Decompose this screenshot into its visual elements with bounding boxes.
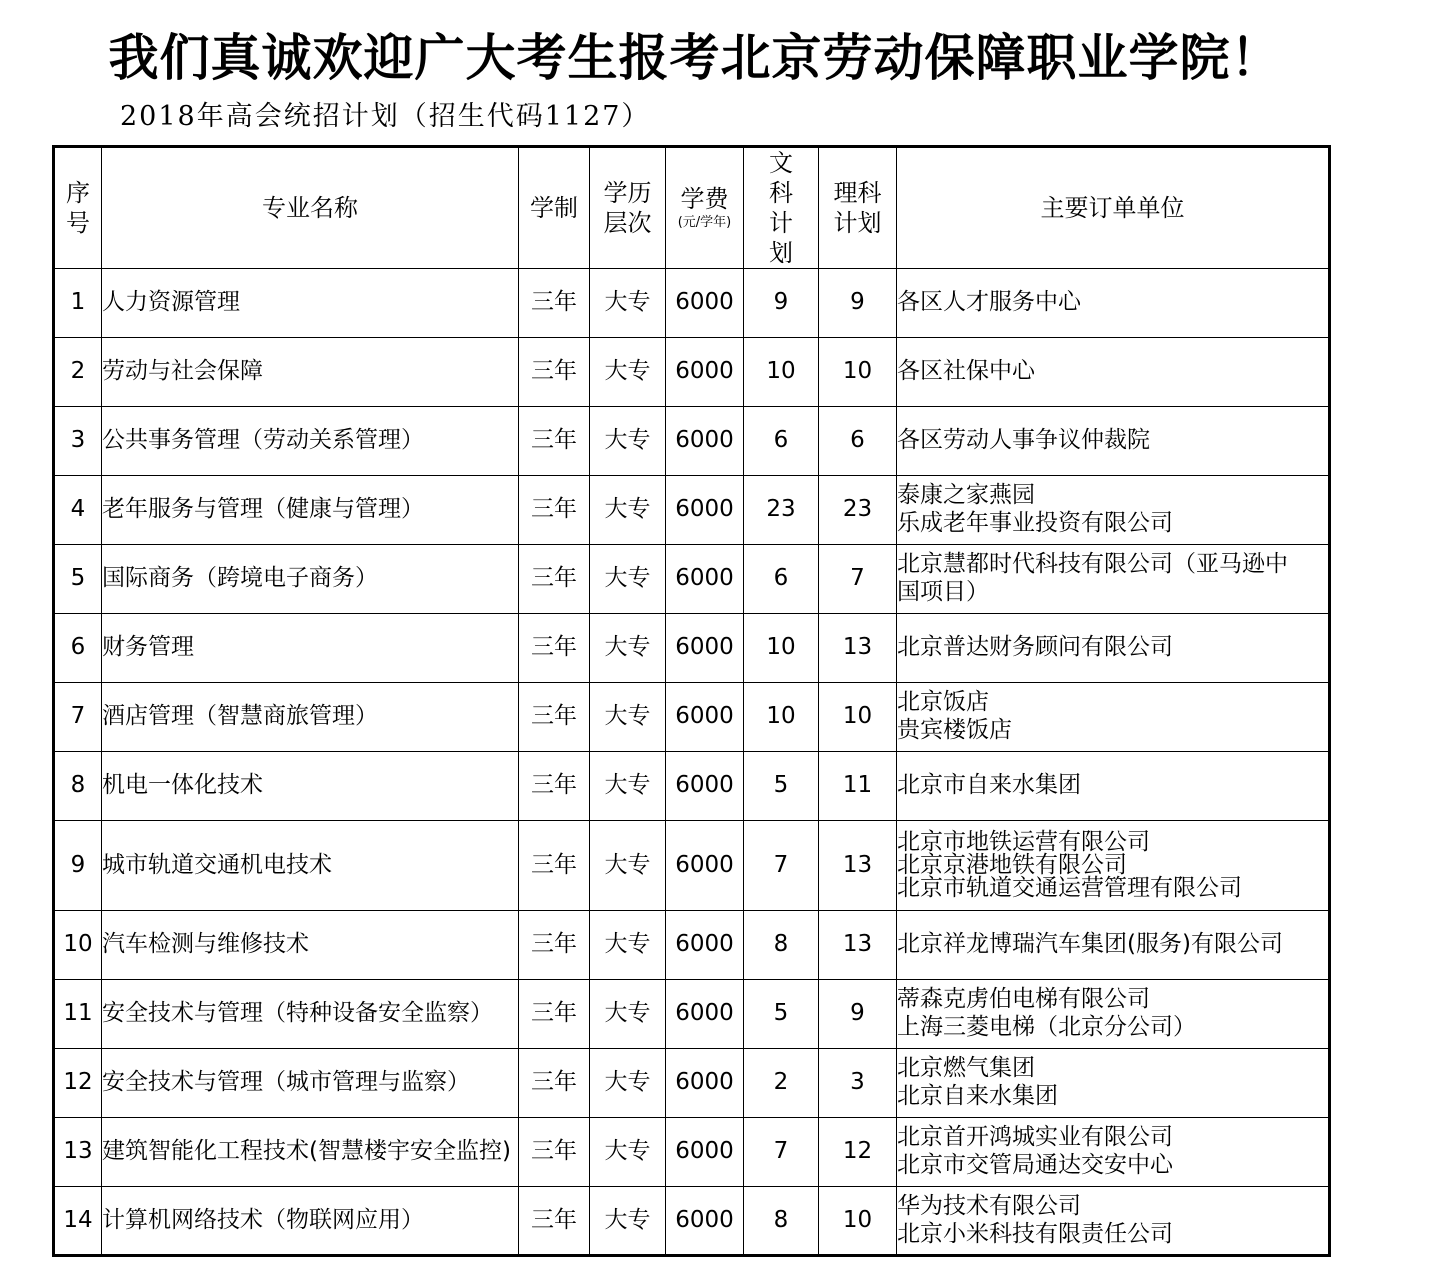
cell-level: 大专 xyxy=(590,269,666,338)
order-unit-line: 北京市地铁运营有限公司 xyxy=(897,829,1150,855)
cell-science-plan: 10 xyxy=(819,1187,897,1256)
cell-major: 财务管理 xyxy=(102,614,519,683)
cell-major: 老年服务与管理（健康与管理） xyxy=(102,476,519,545)
cell-order-units xyxy=(897,1118,1330,1187)
cell-seq: 2 xyxy=(54,338,102,407)
order-unit-line: 北京慧都时代科技有限公司（亚马逊中 xyxy=(897,551,1288,578)
cell-order-units xyxy=(897,752,1330,821)
cell-level: 大专 xyxy=(590,614,666,683)
cell-science-plan: 7 xyxy=(819,545,897,614)
cell-level: 大专 xyxy=(590,338,666,407)
cell-major: 公共事务管理（劳动关系管理） xyxy=(102,407,519,476)
cell-seq: 11 xyxy=(54,980,102,1049)
cell-level: 大专 xyxy=(590,683,666,752)
cell-major: 安全技术与管理（特种设备安全监察） xyxy=(102,980,519,1049)
order-unit-line: 北京市轨道交通运营管理有限公司 xyxy=(897,875,1242,901)
cell-duration: 三年 xyxy=(519,752,590,821)
cell-order-units xyxy=(897,407,1330,476)
order-unit-line: 蒂森克虏伯电梯有限公司 xyxy=(897,986,1150,1013)
order-unit-line: 北京自来水集团 xyxy=(897,1083,1058,1109)
cell-fee: 6000 xyxy=(666,752,744,821)
cell-arts-plan: 8 xyxy=(744,1187,819,1256)
cell-level: 大专 xyxy=(590,476,666,545)
cell-science-plan: 11 xyxy=(819,752,897,821)
cell-arts-plan: 9 xyxy=(744,269,819,338)
header-fee-label: 学费 xyxy=(680,184,729,213)
cell-level: 大专 xyxy=(590,407,666,476)
order-unit-line: 各区人才服务中心 xyxy=(897,289,1081,316)
cell-fee: 6000 xyxy=(666,407,744,476)
table-row xyxy=(54,1118,1330,1187)
cell-major: 城市轨道交通机电技术 xyxy=(102,821,519,911)
cell-seq: 5 xyxy=(54,545,102,614)
cell-duration: 三年 xyxy=(519,1187,590,1256)
cell-order-units xyxy=(897,545,1330,614)
order-unit-line: 贵宾楼饭店 xyxy=(897,717,1012,743)
order-unit-line: 北京饭店 xyxy=(897,689,989,716)
cell-order-units xyxy=(897,911,1330,980)
cell-science-plan: 9 xyxy=(819,269,897,338)
cell-fee: 6000 xyxy=(666,821,744,911)
header-science-plan: 理科计划 xyxy=(819,147,897,269)
cell-fee: 6000 xyxy=(666,614,744,683)
order-unit-line: 北京京港地铁有限公司 xyxy=(897,852,1127,878)
cell-arts-plan: 6 xyxy=(744,545,819,614)
cell-major: 汽车检测与维修技术 xyxy=(102,911,519,980)
page-title: 我们真诚欢迎广大考生报考北京劳动保障职业学院！ xyxy=(108,28,1282,87)
table-row xyxy=(54,269,1330,338)
table-row xyxy=(54,911,1330,980)
header-fee-unit: (元/学年) xyxy=(677,214,732,230)
cell-duration: 三年 xyxy=(519,545,590,614)
cell-science-plan: 13 xyxy=(819,614,897,683)
cell-major: 酒店管理（智慧商旅管理） xyxy=(102,683,519,752)
header-fee xyxy=(666,147,744,269)
cell-order-units xyxy=(897,269,1330,338)
header-arts-plan: 文科计划 xyxy=(744,147,819,269)
cell-level: 大专 xyxy=(590,1049,666,1118)
cell-seq: 4 xyxy=(54,476,102,545)
cell-major: 建筑智能化工程技术(智慧楼宇安全监控) xyxy=(102,1118,519,1187)
order-unit-line: 北京市交管局通达交安中心 xyxy=(897,1152,1173,1178)
cell-major: 劳动与社会保障 xyxy=(102,338,519,407)
cell-duration: 三年 xyxy=(519,911,590,980)
header-seq: 序号 xyxy=(54,147,102,269)
order-unit-line: 泰康之家燕园 xyxy=(897,482,1035,509)
table-row xyxy=(54,476,1330,545)
cell-science-plan: 13 xyxy=(819,821,897,911)
order-unit-line: 北京小米科技有限责任公司 xyxy=(897,1220,1173,1247)
order-unit-line: 北京燃气集团 xyxy=(897,1055,1035,1082)
cell-duration: 三年 xyxy=(519,821,590,911)
cell-seq: 6 xyxy=(54,614,102,683)
cell-arts-plan: 2 xyxy=(744,1049,819,1118)
cell-arts-plan: 7 xyxy=(744,821,819,911)
cell-fee: 6000 xyxy=(666,1187,744,1256)
cell-seq: 10 xyxy=(54,911,102,980)
cell-seq: 9 xyxy=(54,821,102,911)
cell-level: 大专 xyxy=(590,752,666,821)
header-duration: 学制 xyxy=(519,147,590,269)
table-row xyxy=(54,821,1330,911)
order-unit-line: 华为技术有限公司 xyxy=(897,1192,1081,1219)
table-row xyxy=(54,1187,1330,1256)
order-unit-line: 北京市自来水集团 xyxy=(897,772,1081,799)
header-level: 学历层次 xyxy=(590,147,666,269)
cell-fee: 6000 xyxy=(666,269,744,338)
cell-science-plan: 6 xyxy=(819,407,897,476)
cell-science-plan: 13 xyxy=(819,911,897,980)
cell-duration: 三年 xyxy=(519,269,590,338)
cell-duration: 三年 xyxy=(519,1049,590,1118)
cell-duration: 三年 xyxy=(519,614,590,683)
cell-seq: 12 xyxy=(54,1049,102,1118)
cell-duration: 三年 xyxy=(519,407,590,476)
cell-arts-plan: 10 xyxy=(744,338,819,407)
cell-arts-plan: 23 xyxy=(744,476,819,545)
cell-science-plan: 10 xyxy=(819,683,897,752)
order-unit-line: 北京普达财务顾问有限公司 xyxy=(897,634,1173,661)
cell-seq: 3 xyxy=(54,407,102,476)
cell-major: 安全技术与管理（城市管理与监察） xyxy=(102,1049,519,1118)
cell-order-units xyxy=(897,1187,1330,1256)
cell-major: 国际商务（跨境电子商务） xyxy=(102,545,519,614)
cell-seq: 8 xyxy=(54,752,102,821)
cell-fee: 6000 xyxy=(666,338,744,407)
cell-seq: 1 xyxy=(54,269,102,338)
cell-fee: 6000 xyxy=(666,683,744,752)
table-row xyxy=(54,614,1330,683)
cell-seq: 14 xyxy=(54,1187,102,1256)
cell-level: 大专 xyxy=(590,911,666,980)
page-subtitle: 2018年高会统招计划（招生代码1127） xyxy=(120,101,651,132)
table-row xyxy=(54,338,1330,407)
table-body xyxy=(54,269,1330,1256)
cell-fee: 6000 xyxy=(666,545,744,614)
cell-duration: 三年 xyxy=(519,683,590,752)
table-row xyxy=(54,980,1330,1049)
order-unit-line: 各区社保中心 xyxy=(897,358,1035,385)
order-unit-line: 北京首开鸿城实业有限公司 xyxy=(897,1124,1173,1151)
cell-arts-plan: 10 xyxy=(744,614,819,683)
cell-seq: 13 xyxy=(54,1118,102,1187)
cell-duration: 三年 xyxy=(519,980,590,1049)
cell-arts-plan: 6 xyxy=(744,407,819,476)
cell-duration: 三年 xyxy=(519,476,590,545)
cell-fee: 6000 xyxy=(666,1118,744,1187)
cell-level: 大专 xyxy=(590,821,666,911)
header-order-units: 主要订单单位 xyxy=(897,147,1330,269)
order-unit-line: 北京祥龙博瑞汽车集团(服务)有限公司 xyxy=(897,931,1283,958)
cell-level: 大专 xyxy=(590,980,666,1049)
cell-science-plan: 3 xyxy=(819,1049,897,1118)
table-row xyxy=(54,1049,1330,1118)
cell-level: 大专 xyxy=(590,545,666,614)
cell-order-units xyxy=(897,821,1330,911)
cell-arts-plan: 8 xyxy=(744,911,819,980)
cell-fee: 6000 xyxy=(666,476,744,545)
cell-fee: 6000 xyxy=(666,1049,744,1118)
cell-order-units xyxy=(897,1049,1330,1118)
order-unit-line: 乐成老年事业投资有限公司 xyxy=(897,510,1173,536)
cell-science-plan: 10 xyxy=(819,338,897,407)
enrollment-plan-table xyxy=(52,145,1331,1257)
table-row xyxy=(54,545,1330,614)
cell-order-units xyxy=(897,338,1330,407)
order-unit-line: 各区劳动人事争议仲裁院 xyxy=(897,427,1150,454)
cell-major: 机电一体化技术 xyxy=(102,752,519,821)
header-major: 专业名称 xyxy=(102,147,519,269)
header-row xyxy=(54,147,1330,269)
cell-science-plan: 23 xyxy=(819,476,897,545)
table-row xyxy=(54,752,1330,821)
cell-level: 大专 xyxy=(590,1118,666,1187)
cell-fee: 6000 xyxy=(666,980,744,1049)
cell-duration: 三年 xyxy=(519,1118,590,1187)
cell-arts-plan: 5 xyxy=(744,752,819,821)
order-unit-line: 上海三菱电梯（北京分公司） xyxy=(897,1014,1196,1040)
cell-fee: 6000 xyxy=(666,911,744,980)
cell-arts-plan: 7 xyxy=(744,1118,819,1187)
cell-seq: 7 xyxy=(54,683,102,752)
cell-order-units xyxy=(897,683,1330,752)
cell-arts-plan: 10 xyxy=(744,683,819,752)
cell-duration: 三年 xyxy=(519,338,590,407)
table-row xyxy=(54,407,1330,476)
cell-order-units xyxy=(897,614,1330,683)
cell-major: 计算机网络技术（物联网应用） xyxy=(102,1187,519,1256)
cell-level: 大专 xyxy=(590,1187,666,1256)
cell-science-plan: 9 xyxy=(819,980,897,1049)
cell-major: 人力资源管理 xyxy=(102,269,519,338)
cell-arts-plan: 5 xyxy=(744,980,819,1049)
cell-science-plan: 12 xyxy=(819,1118,897,1187)
order-unit-line: 国项目） xyxy=(897,579,989,605)
table-row xyxy=(54,683,1330,752)
cell-order-units xyxy=(897,980,1330,1049)
cell-order-units xyxy=(897,476,1330,545)
